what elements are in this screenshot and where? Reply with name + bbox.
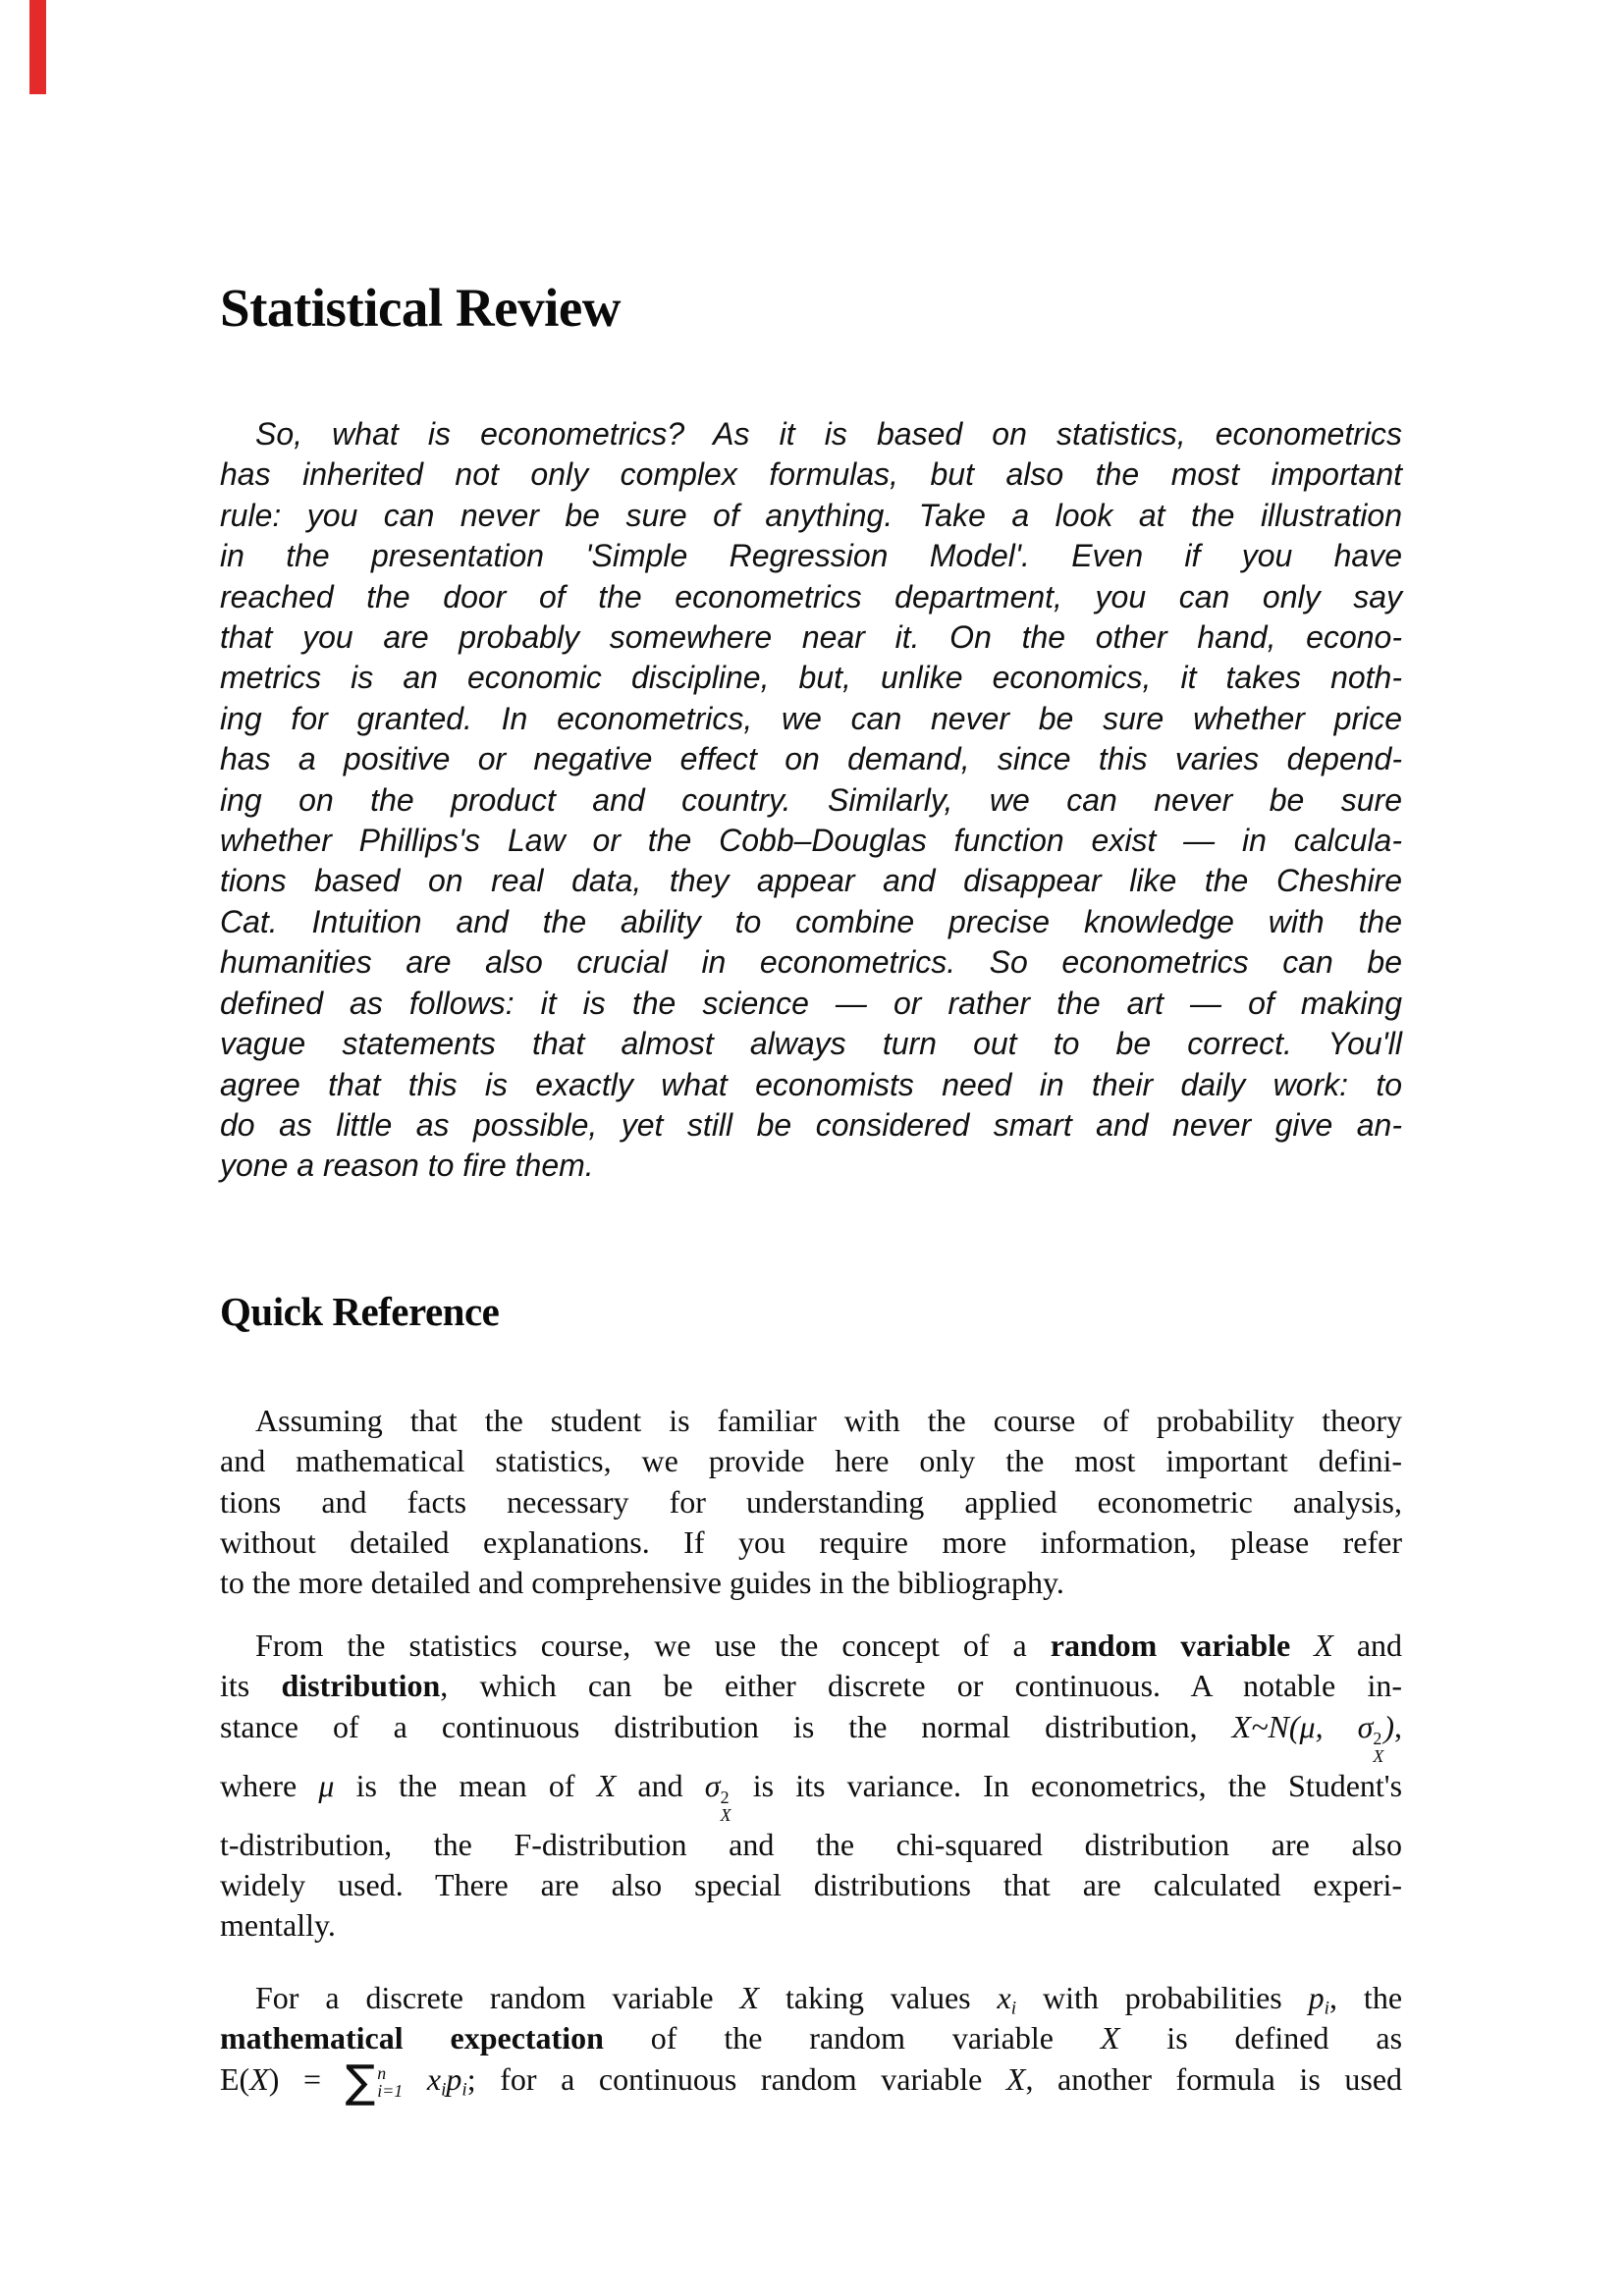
text-line: widely used. There are also special distributions that are calculated experi- xyxy=(220,1867,1402,1903)
text-line: and mathematical statistics, we provide here only the most important defini- xyxy=(220,1443,1402,1479)
text-line: From the statistics course, we use the concept of a random variable X and xyxy=(255,1627,1403,1663)
text-line: where μ is the mean of X and σ 2 X is its variance. In econometrics, the Student's xyxy=(220,1767,1403,1826)
text-line: without detailed explanations. If you require more information, please refer xyxy=(220,1523,1402,1560)
text-line: whether Phillips's Law or the Cobb–Douglas function exist — in calcula- xyxy=(220,823,1402,859)
text-line: ing for granted. In econometrics, we can never be sure whether price xyxy=(220,700,1402,736)
text-line: rule: you can never be sure of anything. Take a look at the illustration xyxy=(220,497,1402,533)
text-line: tions and facts necessary for understanding applied econometric analysis, xyxy=(220,1483,1402,1520)
text-line: has a positive or negative effect on demand, since this varies depend- xyxy=(220,741,1402,777)
text-line: reached the door of the econometrics department, you can only say xyxy=(220,578,1402,614)
section-heading: Quick Reference xyxy=(220,1288,500,1334)
paragraph-assuming xyxy=(220,1401,1402,1604)
text-line: yone a reason to fire them. xyxy=(220,1148,594,1184)
text-line: tions based on real data, they appear and disappear like the Cheshire xyxy=(220,863,1402,899)
text-line: agree that this is exactly what economists need in their daily work: to xyxy=(220,1066,1402,1102)
text-line: t-distribution, the F-distribution and the chi-squared distribution are also xyxy=(220,1826,1402,1862)
text-line: vague statements that almost always turn out to be correct. You'll xyxy=(220,1026,1402,1062)
text-line: has inherited not only complex formulas, but also the most important xyxy=(220,456,1402,493)
paragraph-expectation xyxy=(220,1978,1403,2108)
text-line: humanities are also crucial in econometrics. So econometrics can be xyxy=(220,944,1402,981)
text-line: Cat. Intuition and the ability to combine precise knowledge with the xyxy=(220,903,1402,939)
bookmark-ribbon xyxy=(29,0,46,94)
text-line: metrics is an economic discipline, but, unlike economics, it takes noth- xyxy=(220,660,1402,696)
text-line: do as little as possible, yet still be considered smart and never give an- xyxy=(220,1106,1402,1143)
text-line: its distribution, which can be either discrete or continuous. A notable in- xyxy=(220,1668,1403,1704)
text-line: stance of a continuous distribution is the normal distribution, X~N(μ, σ 2 X ), xyxy=(220,1708,1403,1767)
paragraph-distribution xyxy=(220,1626,1402,1947)
chapter-title: Statistical Review xyxy=(220,278,621,338)
text-line: mentally. xyxy=(220,1907,336,1944)
text-line: For a discrete random variable X taking values xi with probabilities pi, the xyxy=(255,1979,1403,2019)
text-line: ing on the product and country. Similarly, we can never be sure xyxy=(220,781,1402,818)
page-content xyxy=(220,0,1403,2108)
intro-paragraph xyxy=(220,414,1402,1187)
text-line: mathematical expectation of the random variable X is defined as xyxy=(220,2020,1403,2056)
text-line: E(X) = ∑ n i=1 xipi; for a continuous random variable X, another formula is used xyxy=(220,2055,1403,2108)
summation-symbol: ∑ n i=1 xyxy=(345,2055,404,2108)
text-line: in the presentation 'Simple Regression Model'. Even if you have xyxy=(220,538,1402,574)
text-line: to the more detailed and comprehensive guides in the bibliography. xyxy=(220,1565,1064,1601)
text-line: that you are probably somewhere near it. On the other hand, econo- xyxy=(220,619,1402,656)
text-line: defined as follows: it is the science — or rather the art — of making xyxy=(220,985,1402,1021)
text-line: So, what is econometrics? As it is based on statistics, econometrics xyxy=(255,416,1402,452)
text-line: Assuming that the student is familiar with the course of probability theory xyxy=(255,1402,1402,1438)
